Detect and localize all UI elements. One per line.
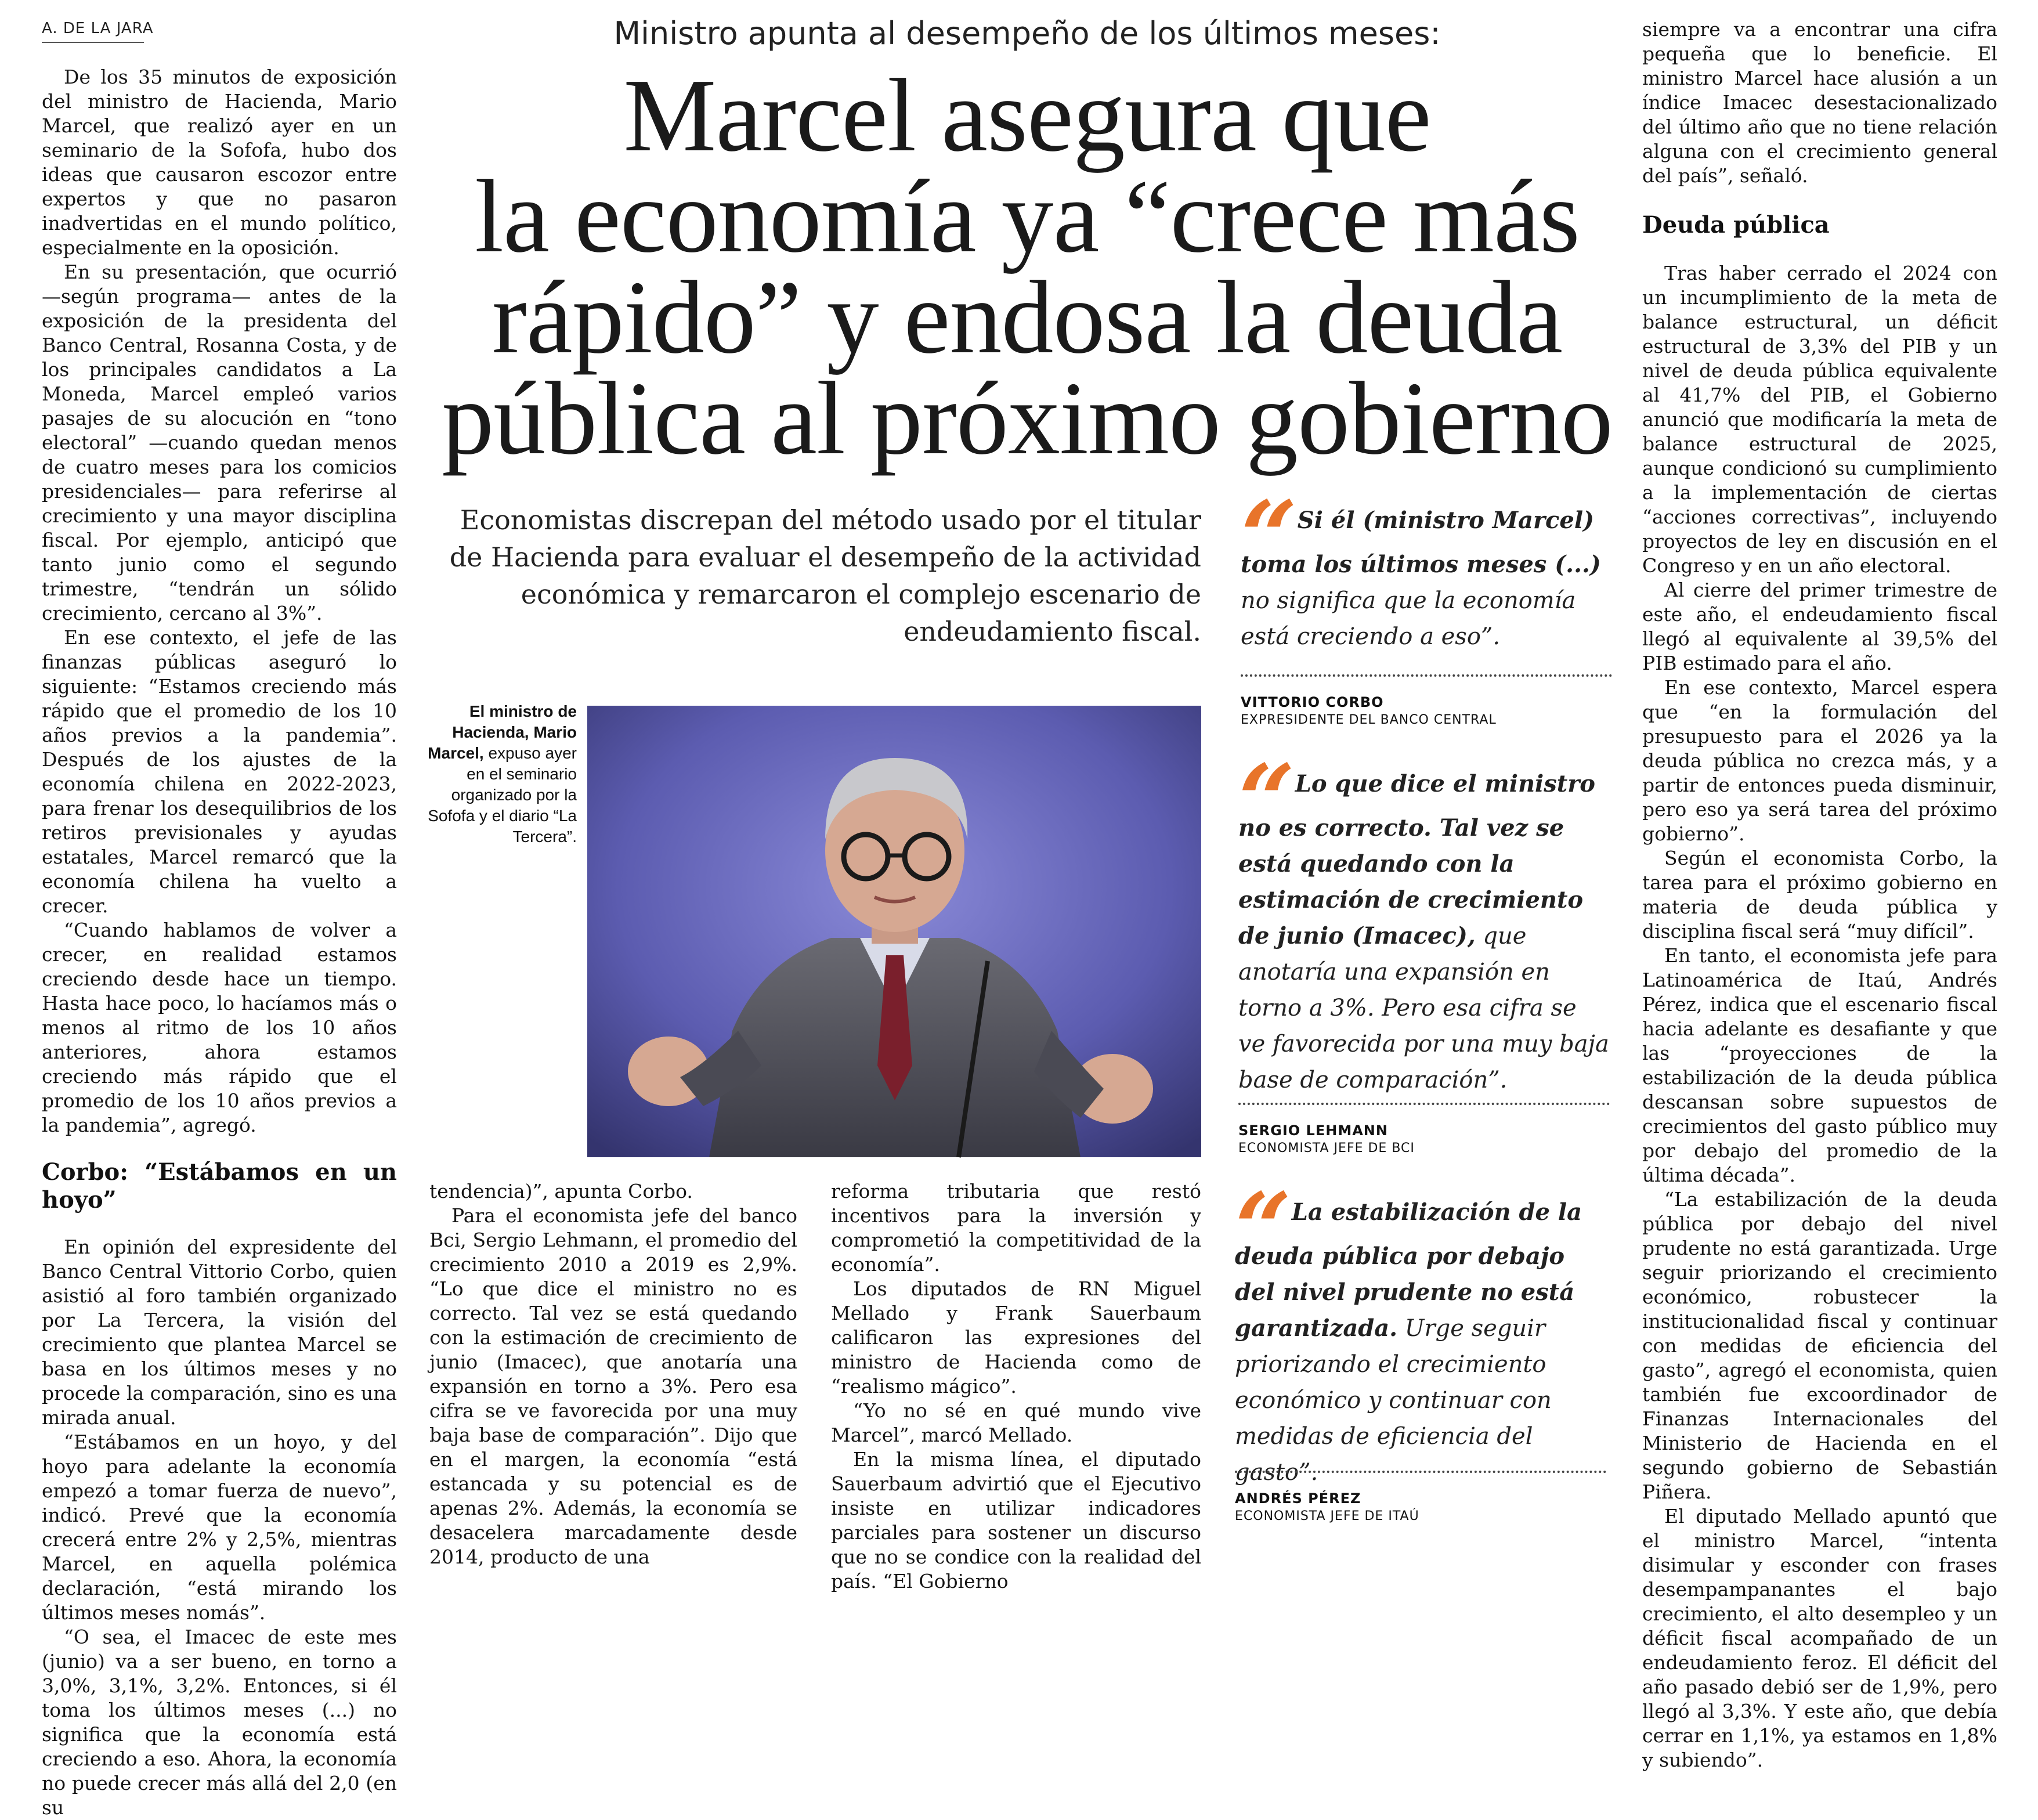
column-5-paragraph: siempre va a encontrar una cifra pequeña que lo beneficie. El ministro Marcel hace alusión a un índice Imacec desestacionalizado del último año que no tiene relación alguna con el crecimiento general del país”, señaló. [1642, 18, 1997, 187]
quote-mark-icon: “ [1238, 743, 1295, 859]
column-2 [429, 1179, 797, 1569]
column-5-paragraph: Al cierre del primer trimestre de este año, el endeudamiento fiscal llegó al equivalente al 39,5% del PIB estimado para el año. [1642, 579, 1997, 674]
column-3 [831, 1179, 1201, 1594]
headline [424, 57, 1631, 476]
column-5-paragraph: En tanto, el economista jefe para Latinoamérica de Itaú, Andrés Pérez, indica que el escenario fiscal hacia adelante es desafiante y que las “proyecciones de la estabilización de la deuda pública descansan sobre supuestos de crecimientos del gasto público muy por debajo del promedio de la última década”. [1642, 944, 1997, 1186]
headline-line: pública al próximo gobierno [442, 360, 1613, 476]
quote-divider [1238, 1103, 1610, 1105]
column-1-paragraph: “Cuando hablamos de volver a crecer, en realidad estamos creciendo desde hace un tiempo. Hasta hace poco, lo hacíamos más o menos al ritmo de los 10 años anteriores, ahora estamos creciendo más rápido que el promedio de los 10 años previos a la pandemia”, agregó. [42, 919, 397, 1136]
column-5-paragraph: El diputado Mellado apuntó que el ministro Marcel, “intenta disimular y esconder con frases desempampanantes el bajo crecimiento, el alto desempleo y un déficit fiscal acompañado de un endeudamiento feroz. El déficit del año pasado debió ser de 1,9%, pero llegó al 3,3%. Y este año, que debía cerrar en 1,1%, ya estamos en 1,8% y subiendo”. [1642, 1505, 1997, 1771]
quote-author: VITTORIO CORBO [1241, 694, 1384, 710]
column-3-paragraph: En la misma línea, el diputado Sauerbaum advirtió que el Ejecutivo insiste en utilizar indicadores parciales para sostener un discurso que no se condice con la realidad del país. “El Gobierno [831, 1448, 1201, 1593]
column-1-paragraph: “Estábamos en un hoyo, y del hoyo para adelante la economía empezó a tomar fuerza de nuevo”, indicó. Prevé que la economía crecerá entre 2% y 2,5%, mientras Marcel, en aquella polémica declaración, “está mirando los últimos meses nomás”. [42, 1431, 397, 1624]
column-5-paragraph: “La estabilización de la deuda pública por debajo del nivel prudente no está garantizada. Urge seguir priorizando el crecimiento económico, robustecer la institucionalidad fiscal y continuar con medidas de eficiencia del gasto”, agregó el economista, quien también fue excoordinador de Finanzas Internacionales del Ministerio de Hacienda en el segundo gobierno de Sebastián Piñera. [1642, 1188, 1997, 1503]
subhead-deuda: Deuda pública [1642, 211, 1830, 239]
photo-minister [587, 706, 1201, 1157]
column-3-paragraph: Los diputados de RN Miguel Mellado y Frank Sauerbaum calificaron las expresiones del ministro de Hacienda como de “realismo mágico”. [831, 1277, 1201, 1398]
pull-quote-corbo [1241, 479, 1612, 655]
subhead-corbo: Corbo: “Estábamos en un hoyo” [42, 1158, 397, 1214]
photo-caption-bold: El ministro de Hacienda, Mario Marcel, [428, 702, 577, 762]
quote-mark-icon: “ [1235, 1171, 1292, 1287]
quote-bold: Lo que dice el ministro no es correcto. Tal vez se está quedando con la estimación de crecimiento de junio (Imacec), [1238, 770, 1595, 949]
column-2-paragraph: tendencia)”, apunta Corbo. [429, 1180, 693, 1202]
column-5-paragraph: Tras haber cerrado el 2024 con un incumplimiento de la meta de balance estructural, un déficit estructural de 3,3% del PIB y un nivel de deuda pública equivalente al 41,7% del PIB, el Gobierno anunció que modificaría la meta de balance estructural de 2025, aunque condicionó su cumplimiento a la implementación de ciertas “acciones correctivas”, incluyendo proyectos de ley en discusión en el Congreso y en un año electoral. [1642, 262, 1997, 577]
deck: Economistas discrepan del método usado por el titular de Hacienda para evaluar el desempeño de la actividad económica y remarcaron el complejo escenario de endeudamiento fiscal. [449, 504, 1201, 647]
column-1-paragraph: “O sea, el Imacec de este mes (junio) va a ser bueno, en torno a 3,0%, 3,1%, 3,2%. Entonces, si él toma los últimos meses (...) no significa que la economía está creciendo a eso. Ahora, la economía no puede crecer más allá del 2,0 (en su [42, 1626, 397, 1819]
kicker: Ministro apunta al desempeño de los últimos meses: [613, 15, 1441, 52]
byline-rule [42, 42, 144, 43]
column-3-paragraph: “Yo no sé en qué mundo vive Marcel”, marcó Mellado. [831, 1399, 1201, 1446]
quote-role: ECONOMISTA JEFE DE ITAÚ [1235, 1509, 1419, 1523]
pull-quote-lehmann [1238, 743, 1610, 1098]
quote-bold: La estabilización de la deuda pública por debajo del nivel prudente no está garantizada. [1235, 1198, 1582, 1342]
column-1-paragraph: En opinión del expresidente del Banco Central Vittorio Corbo, quien asistió al foro también organizado por La Tercera, la visión del crecimiento que plantea Marcel se basa en los últimos meses y no procede la comparación, sino es una mirada anual. [42, 1236, 397, 1429]
photo-illustration [587, 706, 1201, 1157]
quote-rest: que anotaría una expansión en torno a 3%. Pero esa cifra se ve favorecida por una muy baja base de comparación”. [1238, 923, 1609, 1093]
quote-author: SERGIO LEHMANN [1238, 1122, 1388, 1139]
photo-caption-rest: expuso ayer en el seminario organizado por la Sofofa y el diario “La Tercera”. [428, 744, 577, 846]
byline: A. DE LA JARA [42, 20, 154, 37]
photo-caption [421, 701, 577, 847]
quote-rest: Urge seguir priorizando el crecimiento económico y continuar con medidas de eficiencia del gasto”. [1235, 1315, 1552, 1486]
quote-divider [1235, 1471, 1606, 1473]
quote-rest: no significa que la economía está creciendo a eso”. [1241, 587, 1576, 650]
column-1 [42, 65, 397, 1820]
headline-line: Marcel asegura que [623, 57, 1431, 173]
quote-role: ECONOMISTA JEFE DE BCI [1238, 1141, 1415, 1155]
headline-line: la economía ya “crece más [475, 158, 1580, 274]
quote-bold: Si él (ministro Marcel) toma los últimos meses (...) [1241, 507, 1601, 578]
quote-author: ANDRÉS PÉREZ [1235, 1490, 1361, 1507]
quote-divider [1241, 674, 1612, 677]
pull-quote-perez [1235, 1171, 1606, 1490]
headline-line: rápido” y endosa la deuda [492, 259, 1563, 375]
column-2-paragraph: Para el economista jefe del banco Bci, Sergio Lehmann, el promedio del crecimiento 2010 a 2019 es 2,9%. “Lo que dice el ministro no es correcto. Tal vez se está quedando con la estimación de crecimiento de junio (Imacec), que anotaría una expansión en torno a 3%. Pero esa cifra se ve favorecida por una muy baja base de comparación”. Dijo que en el margen, la economía “está estancada y su potencial es de apenas 2%. Además, la economía se desacelera marcadamente desde 2014, producto de una [429, 1204, 797, 1568]
quote-role: EXPRESIDENTE DEL BANCO CENTRAL [1241, 713, 1497, 727]
column-1-paragraph: En su presentación, que ocurrió —según programa— antes de la exposición de la presidenta del Banco Central, Rosanna Costa, y de los principales candidatos a La Moneda, Marcel empleó varios pasajes de su alocución en “tono electoral” —cuando quedan menos de cuatro meses para los comicios presidenciales— para referirse al crecimiento y una mayor disciplina fiscal. Por ejemplo, anticipó que tanto junio como el segundo trimestre, “tendrán un sólido crecimiento, cercano al 3%”. [42, 261, 397, 624]
column-1-paragraph: De los 35 minutos de exposición del ministro de Hacienda, Mario Marcel, que realizó ayer en un seminario de la Sofofa, hubo dos ideas que causaron escozor entre expertos y que no pasaron inadvertidas en el mundo político, especialmente en la oposición. [42, 66, 397, 259]
column-5 [1642, 17, 1997, 1772]
column-5-paragraph: Según el economista Corbo, la tarea para el próximo gobierno en materia de deuda pública y disciplina fiscal será “muy difícil”. [1642, 847, 1997, 943]
column-5-paragraph: En ese contexto, Marcel espera que “en la formulación del presupuesto para el 2026 ya la deuda pública no crezca más, y a partir de entonces pueda disminuir, pero eso ya será tarea del próximo gobierno”. [1642, 676, 1997, 845]
column-1-paragraph: En ese contexto, el jefe de las finanzas públicas aseguró lo siguiente: “Estamos creciendo más rápido que el promedio de los 10 años previos a la pandemia”. Después de los ajustes de la economía chilena en 2022-2023, para frenar los desequilibrios de los retiros previsionales y ayudas estatales, Marcel remarcó que la economía chilena ha vuelto a crecer. [42, 626, 397, 917]
column-3-paragraph: reforma tributaria que restó incentivos para la inversión y comprometió la competitividad de la economía”. [831, 1180, 1201, 1276]
quote-mark-icon: “ [1241, 479, 1298, 595]
